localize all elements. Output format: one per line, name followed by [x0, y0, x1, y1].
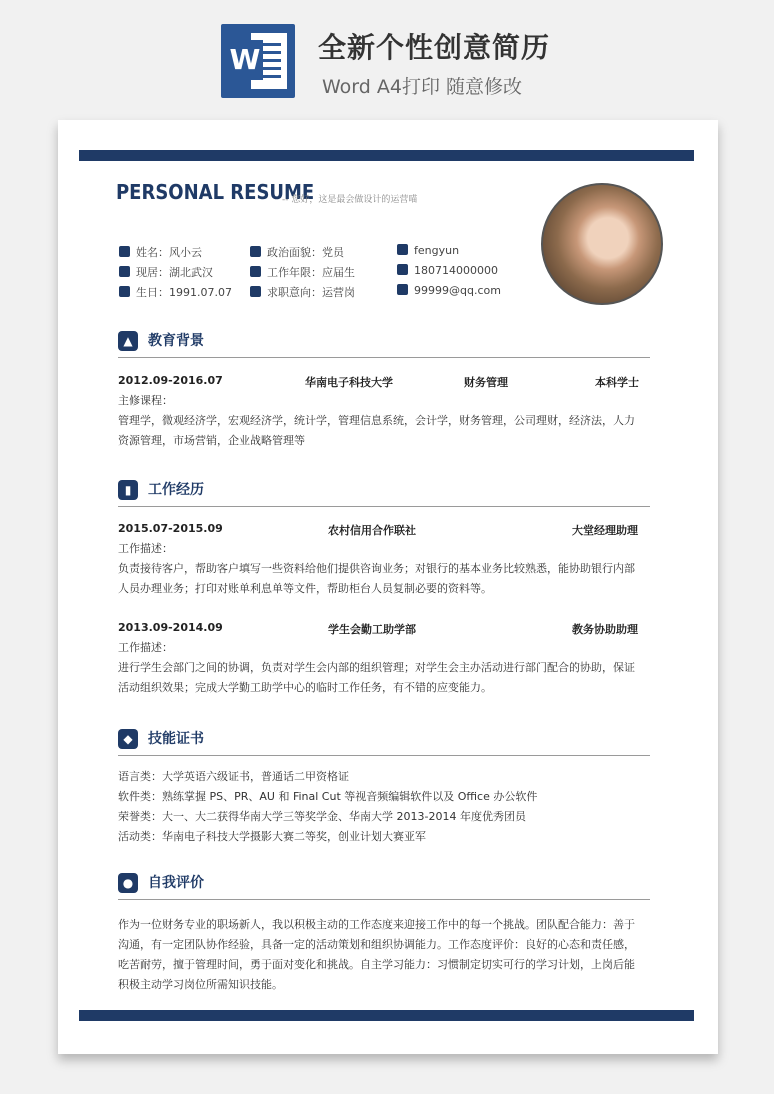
self-line: 积极主动学习岗位所需知识技能。	[118, 978, 283, 991]
info-name: 姓名：风小云	[119, 244, 202, 260]
people-icon	[250, 266, 261, 277]
skill-item: 软件类：熟练掌握 PS、PR、AU 和 Final Cut 等视音频编辑软件以及 Office 办公软件	[118, 790, 538, 803]
job-role: 大堂经理助理	[572, 524, 638, 537]
skill-item: 语言类：大学英语六级证书，普通话二甲资格证	[118, 770, 349, 783]
info-wechat: fengyun	[397, 244, 459, 257]
location-icon	[119, 266, 130, 277]
edu-courses-label: 主修课程：	[118, 394, 173, 407]
graduation-cap-icon: ▲	[118, 331, 138, 351]
phone-icon	[397, 264, 408, 275]
top-bar	[79, 150, 694, 161]
flag-icon	[250, 246, 261, 257]
bottom-bar	[79, 1010, 694, 1021]
self-line: 沟通，有一定团队协作经验，具备一定的活动策划和组织协调能力。工作态度评价：良好的心态和责任感，	[118, 938, 635, 951]
tag-icon: ◆	[118, 729, 138, 749]
banner-title: 全新个性创意简历	[318, 31, 551, 64]
skill-item: 活动类：华南电子科技大学摄影大赛二等奖，创业计划大赛亚军	[118, 830, 426, 843]
job-desc-line: 进行学生会部门之间的协调，负责对学生会内部的组织管理；对学生会主办活动进行部门配合的协助，保证	[118, 661, 635, 674]
edu-courses-line: 资源管理，市场营销，企业战略管理等	[118, 434, 305, 447]
job-desc-label: 工作描述：	[118, 641, 173, 654]
word-letter: W	[227, 40, 263, 80]
edu-courses-line: 管理学，微观经济学，宏观经济学，统计学，管理信息系统，会计学，财务管理，公司理财，经济法，人力	[118, 414, 635, 427]
hourglass-icon	[119, 286, 130, 297]
edu-school: 华南电子科技大学	[305, 376, 393, 389]
job-desc-line: 人员办理业务；打印对账单利息单等文件，帮助柜台人员复制必要的资料等。	[118, 582, 492, 595]
resume-slogan: -- 您好，这是最会做设计的运营喵	[282, 195, 418, 205]
section-self-evaluation	[118, 871, 650, 900]
resume-page	[58, 120, 718, 1054]
self-line: 吃苦耐劳，擅于管理时间，勇于面对变化和挑战。自主学习能力：习惯制定切实可行的学习计划，上岗后能	[118, 958, 635, 971]
banner	[0, 0, 774, 110]
job-period: 2013.09-2014.09	[118, 621, 223, 634]
self-line: 作为一位财务专业的职场新人，我以积极主动的工作态度来迎接工作中的每一个挑战。团队配合能力：善于	[118, 918, 635, 931]
info-phone: 180714000000	[397, 264, 498, 277]
resume-title: PERSONAL RESUME	[116, 180, 315, 204]
section-title: 工作经历	[148, 482, 204, 498]
section-education	[118, 329, 650, 358]
skill-item: 荣誉类：大一、大二获得华南大学三等奖学金、华南大学 2013-2014 年度优秀团员	[118, 810, 526, 823]
target-icon	[250, 286, 261, 297]
job-desc-line: 活动组织效果；完成大学勤工助学中心的临时工作任务，有不错的应变能力。	[118, 681, 492, 694]
job-org: 农村信用合作联社	[328, 524, 416, 537]
info-email: 99999@qq.com	[397, 284, 501, 297]
info-job-intent: 求职意向：运营岗	[250, 284, 355, 300]
info-political: 政治面貌：党员	[250, 244, 344, 260]
section-skills	[118, 727, 650, 756]
bar-chart-icon: ▮	[118, 480, 138, 500]
info-work-years: 工作年限：应届生	[250, 264, 355, 280]
section-title: 自我评价	[148, 875, 204, 891]
job-desc-line: 负责接待客户，帮助客户填写一些资料给他们提供咨询业务；对银行的基本业务比较熟悉，能协助银行内部	[118, 562, 635, 575]
info-residence: 现居：湖北武汉	[119, 264, 213, 280]
job-role: 教务协助助理	[572, 623, 638, 636]
wechat-icon	[397, 244, 408, 255]
person-icon	[119, 246, 130, 257]
edu-period: 2012.09-2016.07	[118, 374, 223, 387]
job-period: 2015.07-2015.09	[118, 522, 223, 535]
user-icon: ●	[118, 873, 138, 893]
info-birth: 生日：1991.07.07	[119, 284, 232, 300]
section-work	[118, 478, 650, 507]
word-icon	[221, 24, 295, 98]
section-title: 技能证书	[148, 731, 204, 747]
edu-degree: 本科学士	[595, 376, 639, 389]
mail-icon	[397, 284, 408, 295]
job-desc-label: 工作描述：	[118, 542, 173, 555]
banner-subtitle: Word A4打印 随意修改	[322, 76, 523, 98]
edu-major: 财务管理	[464, 376, 508, 389]
job-org: 学生会勤工助学部	[328, 623, 416, 636]
section-title: 教育背景	[148, 333, 204, 349]
profile-photo	[541, 183, 663, 305]
